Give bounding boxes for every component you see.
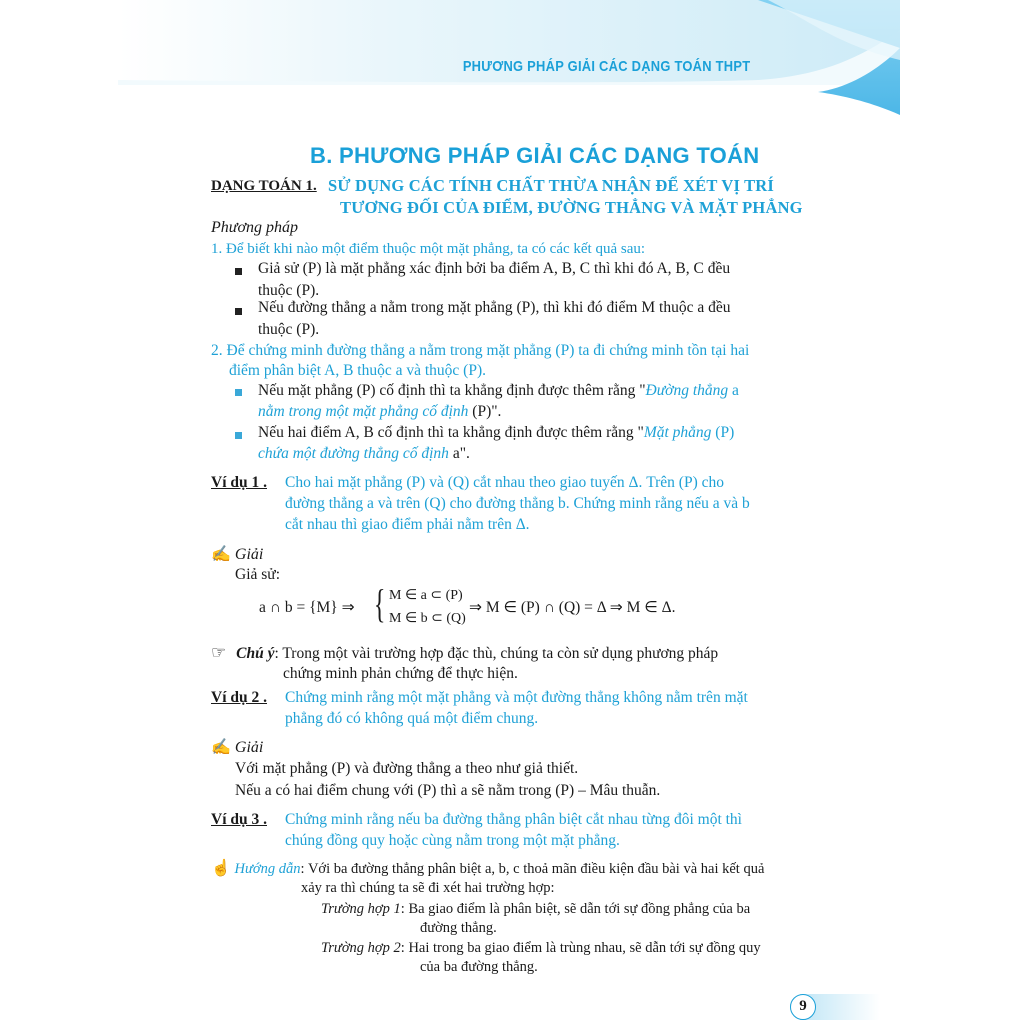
p2-bullet1-tail: a bbox=[728, 382, 739, 399]
p1-line: 1. Để biết khi nào một điểm thuộc một mặt phẳng, ta có các kết quả sau: bbox=[211, 241, 646, 257]
huong-dan-line2: xảy ra thì chúng ta sẽ đi xét hai trường hợp: bbox=[301, 880, 555, 896]
chu-y-label: Chú ý bbox=[236, 645, 275, 662]
vd2-label: Ví dụ 2 . bbox=[211, 689, 267, 706]
p2-bullet2-text: Nếu hai điểm A, B cố định thì ta khẳng định được thêm rằng " bbox=[258, 424, 644, 441]
pen-writing-icon: ✍ bbox=[211, 739, 231, 756]
textbook-page bbox=[118, 0, 900, 1024]
p2-bullet2-line2 bbox=[258, 445, 470, 463]
giai1-label: Giải bbox=[234, 546, 264, 563]
phuong-phap-heading: Phương pháp bbox=[211, 219, 299, 236]
vd2-line2: phẳng đó có không quá một điểm chung. bbox=[285, 710, 539, 727]
p2-bullet1-line2 bbox=[258, 403, 501, 421]
chu-y-text: : Trong một vài trường hợp đặc thù, chúng ta còn sử dụng phương pháp bbox=[274, 645, 719, 662]
p2-bullet1-text: Nếu mặt phẳng (P) cố định thì ta khẳng định được thêm rằng " bbox=[258, 382, 646, 399]
bullet-square-icon bbox=[235, 308, 242, 315]
truong-hop-2-label: Trường hợp 2 bbox=[321, 940, 401, 956]
vd2-line1: Chứng minh rằng một mặt phẳng và một đường thẳng không nằm trên mặt bbox=[285, 689, 748, 706]
pen-writing-icon: ✍ bbox=[211, 546, 231, 563]
pointing-hand-icon: ☞ bbox=[211, 643, 227, 662]
p2-bullet2-italic: Mặt phẳng bbox=[643, 424, 712, 441]
truong-hop-2-text: : Hai trong ba giao điểm là trùng nhau, sẽ dẫn tới sự đồng quy bbox=[400, 940, 761, 956]
formula-right: ⇒ M ∈ (P) ∩ (Q) = Δ ⇒ M ∈ Δ. bbox=[469, 599, 676, 616]
p2-bullet1-italic: Đường thẳng bbox=[645, 382, 729, 399]
formula-brace: { bbox=[373, 581, 386, 626]
p2-bullet1-line1 bbox=[258, 382, 739, 400]
vd1-line2: đường thẳng a và trên (Q) cho đường thẳng b. Chứng minh rằng nếu a và b bbox=[285, 495, 750, 512]
huong-dan-line1 bbox=[211, 858, 764, 878]
bullet-square-icon bbox=[235, 432, 242, 439]
vd1-label: Ví dụ 1 . bbox=[211, 474, 267, 491]
hand-index-icon: ☝ bbox=[211, 860, 231, 877]
p2-bullet2-tail: (P) bbox=[711, 424, 735, 441]
giai1-gia-su: Giả sử: bbox=[235, 566, 280, 583]
bullet-square-icon bbox=[235, 268, 242, 275]
huong-dan-label: Hướng dẫn bbox=[234, 861, 301, 877]
p1-bullet2-line2: thuộc (P). bbox=[258, 321, 320, 338]
dang-toan-title-line2: TƯƠNG ĐỐI CỦA ĐIỂM, ĐƯỜNG THẲNG VÀ MẶT PHẲNG bbox=[340, 198, 803, 217]
p1-bullet2-line1: Nếu đường thẳng a nằm trong mặt phẳng (P), thì khi đó điểm M thuộc a đều bbox=[258, 299, 731, 316]
p2-bullet2-line1 bbox=[258, 424, 734, 442]
vd3-label: Ví dụ 3 . bbox=[211, 811, 267, 828]
truong-hop-1-text: : Ba giao điểm là phân biệt, sẽ dẫn tới sự đồng phẳng của ba bbox=[400, 901, 751, 917]
dang-toan-label bbox=[211, 178, 317, 195]
giai1-heading bbox=[211, 544, 263, 564]
vd1-line3: cắt nhau thì giao điểm phải nằm trên Δ. bbox=[285, 516, 530, 533]
chu-y-line1 bbox=[211, 643, 718, 663]
page-number: 9 bbox=[790, 994, 816, 1020]
vd3-line1: Chứng minh rằng nếu ba đường thẳng phân biệt cắt nhau từng đôi một thì bbox=[285, 811, 742, 828]
p2-line1: 2. Để chứng minh đường thẳng a nằm trong mặt phẳng (P) ta đi chứng minh tồn tại hai bbox=[211, 342, 750, 359]
truong-hop-1-line1 bbox=[321, 901, 750, 918]
dang-toan-label-text: DẠNG TOÁN 1. bbox=[211, 178, 317, 194]
p2-bullet2-line2-tail: a". bbox=[448, 445, 470, 462]
p2-bullet2-line2-italic: chứa một đường thẳng cố định bbox=[258, 445, 449, 462]
p2-bullet1-line2-tail: (P)". bbox=[468, 403, 502, 420]
page-header bbox=[118, 0, 900, 118]
giai2-heading bbox=[211, 737, 263, 757]
truong-hop-2-line1 bbox=[321, 940, 761, 957]
giai2-line1: Với mặt phẳng (P) và đường thẳng a theo như giả thiết. bbox=[235, 760, 579, 777]
chu-y-line2: chứng minh phản chứng để thực hiện. bbox=[283, 665, 518, 682]
huong-dan-text: : Với ba đường thẳng phân biệt a, b, c thoả mãn điều kiện đầu bài và hai kết quả bbox=[300, 861, 765, 877]
formula-system-top: M ∈ a ⊂ (P) bbox=[389, 588, 463, 603]
truong-hop-2-line2: của ba đường thẳng. bbox=[420, 959, 538, 975]
giai2-label: Giải bbox=[234, 739, 264, 756]
vd1-line1: Cho hai mặt phẳng (P) và (Q) cắt nhau theo giao tuyến Δ. Trên (P) cho bbox=[285, 474, 724, 491]
section-title: B. PHƯƠNG PHÁP GIẢI CÁC DẠNG TOÁN bbox=[310, 143, 760, 168]
bullet-square-icon bbox=[235, 389, 242, 396]
header-title: PHƯƠNG PHÁP GIẢI CÁC DẠNG TOÁN THPT bbox=[462, 58, 750, 75]
p1-bullet1-line1: Giả sử (P) là mặt phẳng xác định bởi ba điểm A, B, C thì khi đó A, B, C đều bbox=[258, 260, 731, 277]
giai2-line2: Nếu a có hai điểm chung với (P) thì a sẽ nằm trong (P) – Mâu thuẫn. bbox=[235, 782, 661, 799]
p2-bullet1-line2-italic: nằm trong một mặt phẳng cố định bbox=[258, 403, 469, 420]
truong-hop-1-line2: đường thẳng. bbox=[420, 920, 497, 936]
p2-line2: điểm phân biệt A, B thuộc a và thuộc (P). bbox=[229, 362, 486, 379]
vd3-line2: chúng đồng quy hoặc cùng nằm trong một mặt phẳng. bbox=[285, 832, 620, 849]
truong-hop-1-label: Trường hợp 1 bbox=[321, 901, 401, 917]
dang-toan-title-line1: SỬ DỤNG CÁC TÍNH CHẤT THỪA NHẬN ĐỂ XÉT VỊ TRÍ bbox=[328, 176, 775, 195]
p1-bullet1-line2: thuộc (P). bbox=[258, 282, 320, 299]
formula-left: a ∩ b = {M} ⇒ bbox=[259, 599, 355, 616]
formula-system-bottom: M ∈ b ⊂ (Q) bbox=[389, 611, 466, 626]
